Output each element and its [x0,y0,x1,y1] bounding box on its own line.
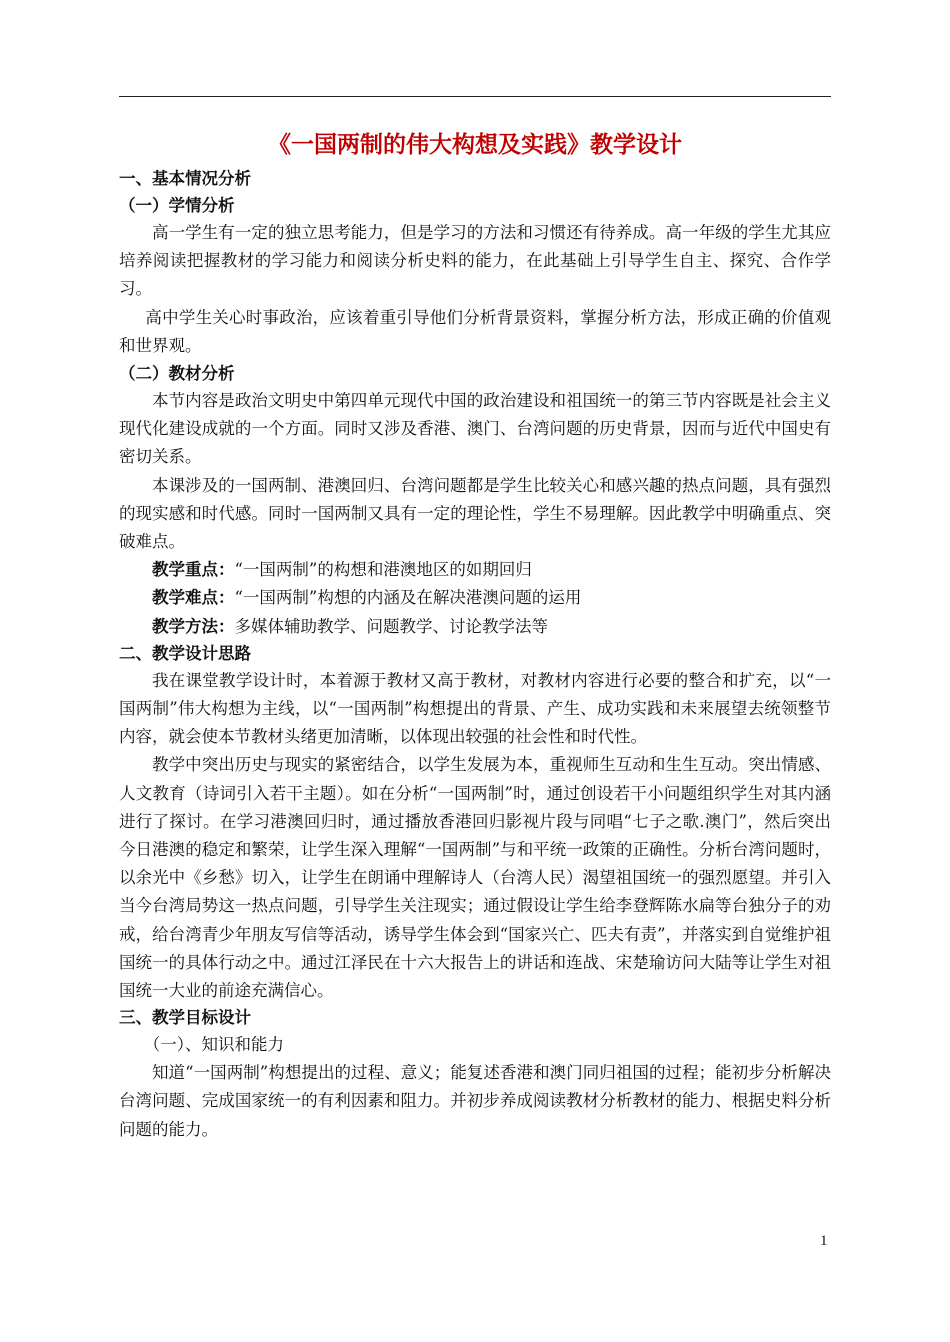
section-heading-basic-analysis: 一、基本情况分析 [119,169,251,188]
teaching-difficulty-label: 教学难点： [152,588,235,608]
section-heading-design-ideas: 二、教学设计思路 [119,643,251,663]
paragraph: 本节内容是政治文明史中第四单元现代中国的政治建设和祖国统一的第三节内容既是社会主义现代化建设成就的一个方面。同时又涉及香港、澳门、台湾问题的历史背景，因而与近代中国史有密切关系。 [119,391,831,467]
paragraph: 高一学生有一定的独立思考能力，但是学习的方法和习惯还有待养成。高一年级的学生尤其应培养阅读把握教材的学习能力和阅读分析史料的能力，在此基础上引导学生自主、探究、合作学习。 [119,223,831,299]
teaching-focus [119,556,831,584]
subsection-heading-knowledge: （一）、知识和能力 [143,1035,284,1055]
paragraph: 教学中突出历史与现实的紧密结合，以学生发展为本，重视师生互动和生生互动。突出情感、人文教育（诗词引入若干主题）。如在分析“一国两制”时，通过创设若干小问题组织学生对其内涵进行了探讨。在学习港澳回归时，通过播放香港回归影视片段与同唱“七子之歌.澳门”，然后突出今日港澳的稳定和繁荣，让学生深入理解“一国两制”与和平统一政策的正确性。分析台湾问题时，以余光中《乡愁》切入，让学生在朗诵中理解诗人（台湾人民）渴望祖国统一的强烈愿望。并引入当今台湾局势这一热点问题，引导学生关注现实；通过假设让学生给李登辉陈水扁等台独分子的劝戒，给台湾青少年朋友写信等活动，诱导学生体会到“国家兴亡、匹夫有责”，并落实到自觉维护祖国统一的具体行动之中。通过江泽民在十六大报告上的讲话和连战、宋楚瑜访问大陆等让学生对祖国统一大业的前途充满信心。 [119,755,831,1001]
document-title: 《一国两制的伟大构想及实践》教学设计 [268,131,682,158]
teaching-method-label: 教学方法： [152,616,235,636]
paragraph: 知道“一国两制”构想提出的过程、意义；能复述香港和澳门同归祖国的过程；能初步分析解决台湾问题、完成国家统一的有利因素和阻力。并初步养成阅读教材分析教材的能力、根据史料分析问题的能力。 [119,1063,831,1139]
paragraph: 我在课堂教学设计时，本着源于教材又高于教材，对教材内容进行必要的整合和扩充，以“一国两制”伟大构想为主线，以“一国两制”构想提出的背景、产生、成功实践和未来展望去统领整节内容，就会使本节教材头绪更加清晰，以体现出较强的社会性和时代性。 [119,670,831,747]
teaching-difficulty-text: “一国两制”构想的内涵及在解决港澳问题的运用 [234,588,582,608]
teaching-focus-text: “一国两制”的构想和港澳地区的如期回归 [234,560,532,580]
paragraph: 本课涉及的一国两制、港澳回归、台湾问题都是学生比较关心和感兴趣的热点问题，具有强烈的现实感和时代感。同时一国两制又具有一定的理论性，学生不易理解。因此教学中明确重点、突破难点。 [119,475,831,552]
teaching-method-text: 多媒体辅助教学、问题教学、讨论教学法等 [234,616,548,636]
subsection-heading-textbook-analysis: （二）教材分析 [119,364,235,384]
page-number: 1 [820,1233,828,1249]
teaching-method [119,613,831,641]
document-body [119,128,831,1144]
section-heading-objectives: 三、教学目标设计 [119,1008,251,1028]
teaching-difficulty [119,584,831,612]
subsection-heading-student-analysis: （一）学情分析 [119,196,235,215]
header-rule [119,96,831,97]
paragraph: 高中学生关心时事政治，应该着重引导他们分析背景资料，掌握分析方法，形成正确的价值观和世界观。 [119,307,831,355]
teaching-focus-label: 教学重点： [152,560,235,580]
